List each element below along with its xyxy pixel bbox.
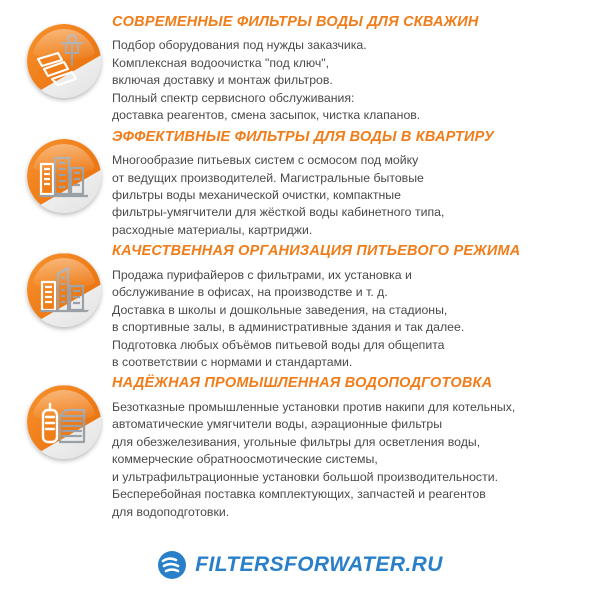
body-line: Многообразие питьевых систем с осмосом под мойку (112, 153, 419, 168)
body-line: автоматические умягчители воды, аэрационные фильтры (112, 417, 443, 432)
badge-inner (32, 390, 96, 454)
body-line: доставка реагентов, смена засыпок, чистка клапанов. (112, 108, 421, 123)
body-line: включая доставку и монтаж фильтров. (112, 73, 333, 88)
site-logo-text: FILTERSFORWATER.RU (195, 553, 443, 576)
body-line: Доставка в школы и дошкольные заведения, на стадионы, (112, 302, 448, 317)
section-apartment (16, 129, 584, 240)
body-line: для обезжелезивания, угольные фильтры для осветления воды, (112, 434, 481, 449)
text-column (112, 375, 584, 521)
icon-column (16, 243, 112, 327)
icon-column (16, 14, 112, 98)
section-title: СОВРЕМЕННЫЕ ФИЛЬТРЫ ВОДЫ ДЛЯ СКВАЖИН (112, 14, 479, 30)
body-line: расходные материалы, картриджи. (112, 222, 313, 237)
section-industrial (16, 375, 584, 521)
body-line: фильтры воды механической очистки, компактные (112, 187, 401, 202)
body-line: Подбор оборудования под нужды заказчика. (112, 38, 367, 53)
site-logo[interactable] (0, 550, 600, 580)
body-line: в спортивные залы, в административные здания и так далее. (112, 320, 465, 335)
body-line: Комплексная водоочистка "под ключ", (112, 55, 330, 70)
text-column (112, 129, 584, 240)
body-line: коммерческие обратноосмотические системы, (112, 452, 378, 467)
section-body (112, 37, 580, 124)
body-line: Продажа пурифайеров с фильтрами, их установка и (112, 267, 412, 282)
section-title: НАДЁЖНАЯ ПРОМЫШЛЕННАЯ ВОДОПОДГОТОВКА (112, 375, 493, 392)
apartment-building-icon (27, 139, 101, 213)
text-column (112, 243, 584, 371)
section-body (112, 399, 580, 521)
icon-column (16, 129, 112, 213)
body-line: Бесперебойная поставка комплектующих, запчастей и реагентов (112, 487, 486, 502)
wave-swirl-logo-icon (157, 550, 187, 580)
body-line: в соответствии с нормами и стандартами. (112, 354, 353, 369)
badge-inner (32, 144, 96, 208)
section-body (112, 267, 580, 372)
icon-column (16, 375, 112, 459)
section-body (112, 152, 580, 239)
badge-inner (32, 258, 96, 322)
body-line: Безотказные промышленные установки против накипи для котельных, (112, 399, 516, 414)
body-line: для водоподготовки. (112, 504, 230, 519)
body-line: обслуживание в офисах, на производстве и т. д. (112, 285, 388, 300)
section-title: КАЧЕСТВЕННАЯ ОРГАНИЗАЦИЯ ПИТЬЕВОГО РЕЖИМА (112, 243, 521, 260)
body-line: и ультрафильтрационные установки большой производительности. (112, 469, 498, 484)
section-wells (16, 14, 584, 125)
body-line: от ведущих производителей. Магистральные бытовые (112, 170, 424, 185)
water-well-field-icon (27, 24, 101, 98)
section-title: ЭФФЕКТИВНЫЕ ФИЛЬТРЫ ДЛЯ ВОДЫ В КВАРТИРУ (112, 128, 495, 145)
badge-inner (32, 29, 96, 93)
body-line: Полный спектр сервисного обслуживания: (112, 90, 355, 105)
industrial-filter-icon (27, 385, 101, 459)
body-line: Подготовка любых объёмов питьевой воды для общепита (112, 337, 445, 352)
text-column (112, 14, 584, 125)
office-towers-icon (27, 253, 101, 327)
section-drinking-regime (16, 243, 584, 371)
body-line: фильтры-умягчители для жёсткой воды кабинетного типа, (112, 205, 445, 220)
